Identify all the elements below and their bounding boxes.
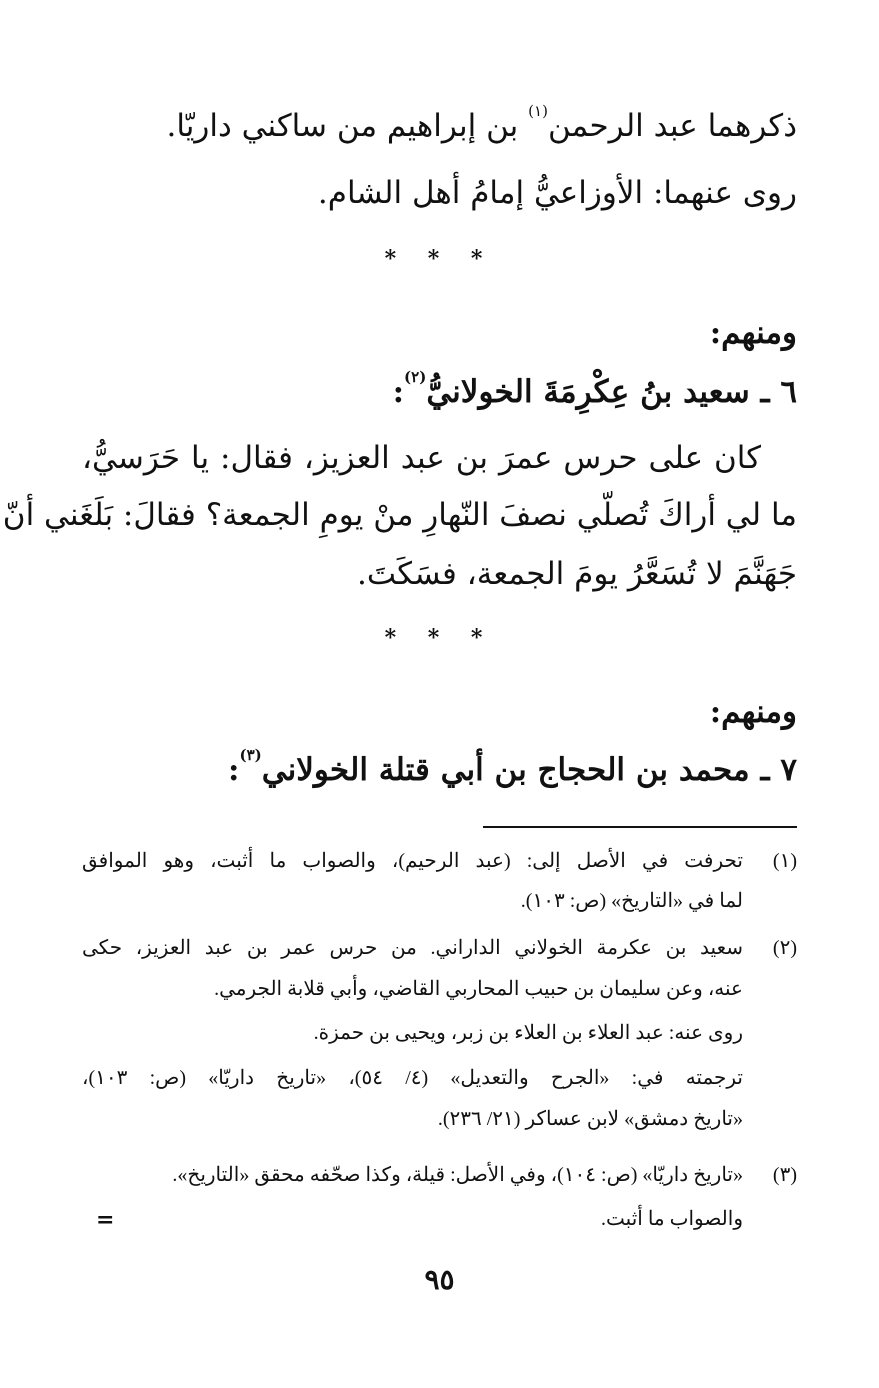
text-line-1 (82, 102, 797, 144)
section-2-title (82, 746, 797, 788)
footnote-divider (483, 826, 797, 828)
section-separator-1: * * * (384, 246, 495, 272)
footnote-2-line-4: ترجمته في: «الجرح والتعديل» (٤/ ٥٤)، «تاريخ داريّا» (ص: ١٠٣)، (82, 1067, 743, 1089)
footnote-3-number: (٣) (772, 1164, 797, 1186)
footnote-2-line-2: عنه، وعن سليمان بن حبيب المحاربي القاضي، وأبي قلابة الجرمي. (214, 978, 743, 1000)
footnote-ref-3[interactable]: (٣) (239, 746, 262, 764)
footnote-3-line-2: والصواب ما أثبت. (601, 1208, 743, 1230)
footnote-2 (82, 935, 797, 1145)
section-2-intro: ومنهم: (709, 694, 797, 730)
paragraph-line-2: ما لي أراكَ تُصلّي نصفَ النّهارِ منْ يومِ الجمعة؟ فقالَ: بَلَغَني أنّ (2, 497, 797, 533)
section-2-title-colon: : (228, 752, 240, 788)
page-number: ٩٥ (424, 1263, 455, 1296)
footnote-1-number: (١) (772, 850, 797, 872)
footnote-2-number: (٢) (772, 937, 797, 959)
continuation-mark: = (96, 1207, 115, 1233)
text-line-1-end: بن إبراهيم من ساكني داريّا. (166, 108, 529, 144)
footnote-1 (82, 848, 797, 928)
footnote-ref-2[interactable]: (٢) (404, 368, 427, 386)
footnote-ref-1[interactable]: (١) (528, 102, 548, 120)
section-1-title-colon: : (392, 374, 405, 410)
section-separator-2: * * * (384, 625, 495, 651)
footnote-2-line-3: روى عنه: عبد العلاء بن العلاء بن زبر، ويحيى بن حمزة. (313, 1022, 743, 1044)
text-line-1-start: ذكرهما عبد الرحمن (547, 108, 797, 144)
section-1-intro: ومنهم: (709, 315, 797, 351)
footnote-1-line-2: لما في «التاريخ» (ص: ١٠٣). (520, 890, 743, 912)
section-2-title-text: ٧ ـ محمد بن الحجاج بن أبي قتلة الخولاني (261, 752, 797, 788)
footnote-2-line-1: سعيد بن عكرمة الخولاني الداراني. من حرس عمر بن عبد العزيز، حكى (82, 937, 743, 959)
paragraph-line-1 (82, 440, 797, 476)
section-1-title (82, 368, 797, 410)
paragraph-line-1-text: كان على حرس عمرَ بن عبد العزيز، فقال: يا حَرَسيُّ، (82, 440, 761, 476)
section-1-title-text: ٦ ـ سعيد بنُ عِكْرِمَةَ الخولانيُّ (426, 374, 797, 410)
footnote-3-line-1: «تاريخ داريّا» (ص: ١٠٤)، وفي الأصل: قيلة، وكذا صحّفه محقق «التاريخ». (172, 1164, 743, 1186)
footnote-2-line-5: «تاريخ دمشق» لابن عساكر (٢١/ ٢٣٦). (437, 1108, 743, 1130)
footnote-3 (82, 1162, 797, 1242)
text-line-2: روى عنهما: الأوزاعيُّ إمامُ أهل الشام. (317, 175, 797, 211)
footnote-1-line-1: تحرفت في الأصل إلى: (عبد الرحيم)، والصواب ما أثبت، وهو الموافق (82, 850, 743, 872)
paragraph-line-3: جَهَنَّمَ لا تُسَعَّرُ يومَ الجمعة، فسَكَتَ. (356, 556, 797, 592)
